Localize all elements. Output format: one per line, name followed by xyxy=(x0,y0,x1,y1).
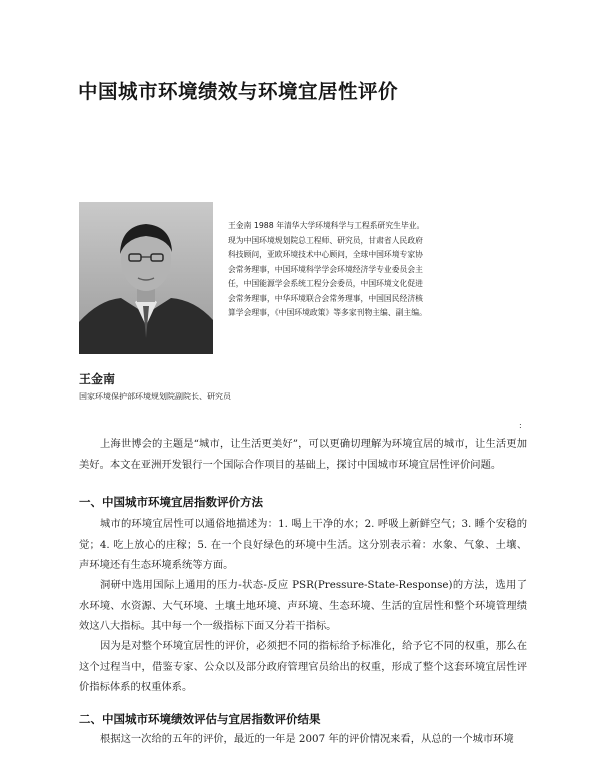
author-affiliation: 国家环境保护部环境规划院副院长、研究员 xyxy=(79,392,231,401)
section-1-heading: 一、中国城市环境宜居指数评价方法 xyxy=(79,495,263,509)
section-2-paragraph-1: 根据这一次给的五年的评价，最近的一年是 2007 年的评价情况来看，从总的一个城市环境 xyxy=(100,733,514,745)
author-photo xyxy=(79,202,213,354)
margin-mark: : xyxy=(519,421,522,430)
article-title: 中国城市环境绩效与环境宜居性评价 xyxy=(78,80,399,103)
section-2-heading: 二、中国城市环境绩效评估与宜居指数评价结果 xyxy=(79,712,321,726)
section-1-paragraph-2: 洞研中选用国际上通用的压力-状态-反应 PSR(Pressure-State-Response)的方法，选用了水环境、水资源、大气环境、土壤土地环境、声环境、生态环境、生活的宜居性和整个环境管理绩效这八大指标。其中每一个一级指标下面又分若干指标。 xyxy=(79,579,527,632)
section-1-paragraph-1: 城市的环境宜居性可以通俗地描述为：1. 喝上干净的水；2. 呼吸上新鲜空气；3. 睡个安稳的觉；4. 吃上放心的庄稼；5. 在一个良好绿色的环境中生活。这分别表示着：水象、气象、土壤、声环境还有生态环境系统等方面。 xyxy=(79,518,527,571)
author-portrait-image xyxy=(79,202,213,354)
intro-paragraph: 上海世博会的主题是“城市，让生活更美好”，可以更确切理解为环境宜居的城市，让生活更加美好。本文在亚洲开发银行一个国际合作项目的基础上，探讨中国城市环境宜居性评价问题。 xyxy=(79,438,527,471)
author-name: 王金南 xyxy=(79,372,116,386)
author-bio: 王金南 1988 年清华大学环境科学与工程系研究生毕业。现为中国环境规划院总工程师、研究员，甘肃省人民政府科技顾问，亚欧环境技术中心顾问，全球中国环境专家协会常务理事，中国环境科学学会环境经济学专业委员会主任，中国能源学会系统工程分会委员，中国环境文化促进会常务理事，中华环境联合会常务理事，中国国民经济核算学会理事，《中国环境政策》等多家刊物主编、副主编。 xyxy=(228,221,427,317)
section-1-paragraph-3: 因为是对整个环境宜居性的评价，必须把不同的指标给予标准化，给予它不同的权重，那么在这个过程当中，借鉴专家、公众以及部分政府管理官员给出的权重，形成了整个这套环境宜居性评价指标体系的权重体系。 xyxy=(79,640,527,693)
